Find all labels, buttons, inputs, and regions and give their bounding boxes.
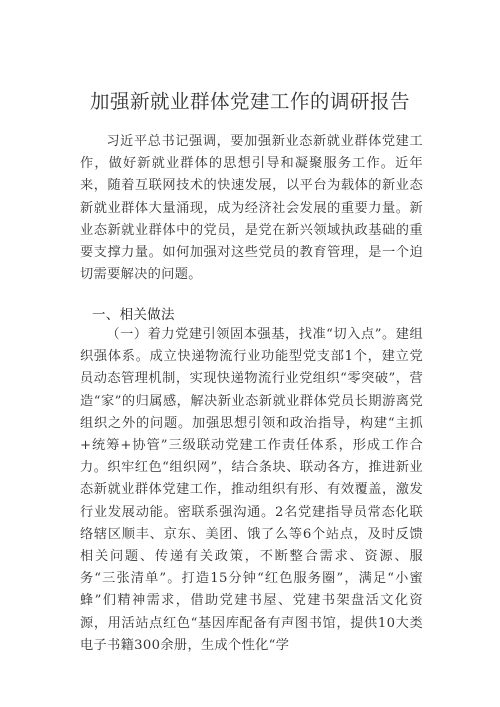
intro-paragraph: 习近平总书记强调，要加强新业态新就业群体党建工作，做好新就业群体的思想引导和凝聚服务工作。近年来，随着互联网技术的快速发展，以平台为载体的新业态新就业群体大量涌现，成为经济社会发展的重要力量。新业态新就业群体中的党员，是党在新兴领域执政基础的重要支撑力量。如何加强对这些党员的教育管理，是一个迫切需要解决的问题。 <box>80 134 423 283</box>
document-title: 加强新就业群体党建工作的调研报告 <box>89 90 410 113</box>
section-heading: 一、相关做法 <box>92 307 175 323</box>
section-paragraph: （一）着力党建引领固本强基，找准“切入点”。建组织强体系。成立快递物流行业功能型党支部1个，建立党员动态管理机制，实现快递物流行业党组织“零突破”，营造“家”的归属感，解决新业态新就业群体党员长期游离党组织之外的问题。加强思想引领和政治指导，构建“主抓+统筹+协管”三级联动党建工作责任体系，形成工作合力。织牢红色“组织网”，结合条块、联动各方，推进新业态新就业群体党建工作，推动组织有形、有效覆盖，激发行业发展动能。密联系强沟通。2名党建指导员常态化联络辖区顺丰、京东、美团、饿了么等6个站点，及时反馈相关问题、传递有关政策，不断整合需求、资源、服务“三张清单”。打造15分钟“红色服务圈”，满足“小蜜蜂”们精神需求，借助党建书屋、党建书架盘活文化资源，用活站点红色“基因库配备有声图书馆，提供10大类电子书籍300余册，生成个性化“学 <box>80 327 423 653</box>
